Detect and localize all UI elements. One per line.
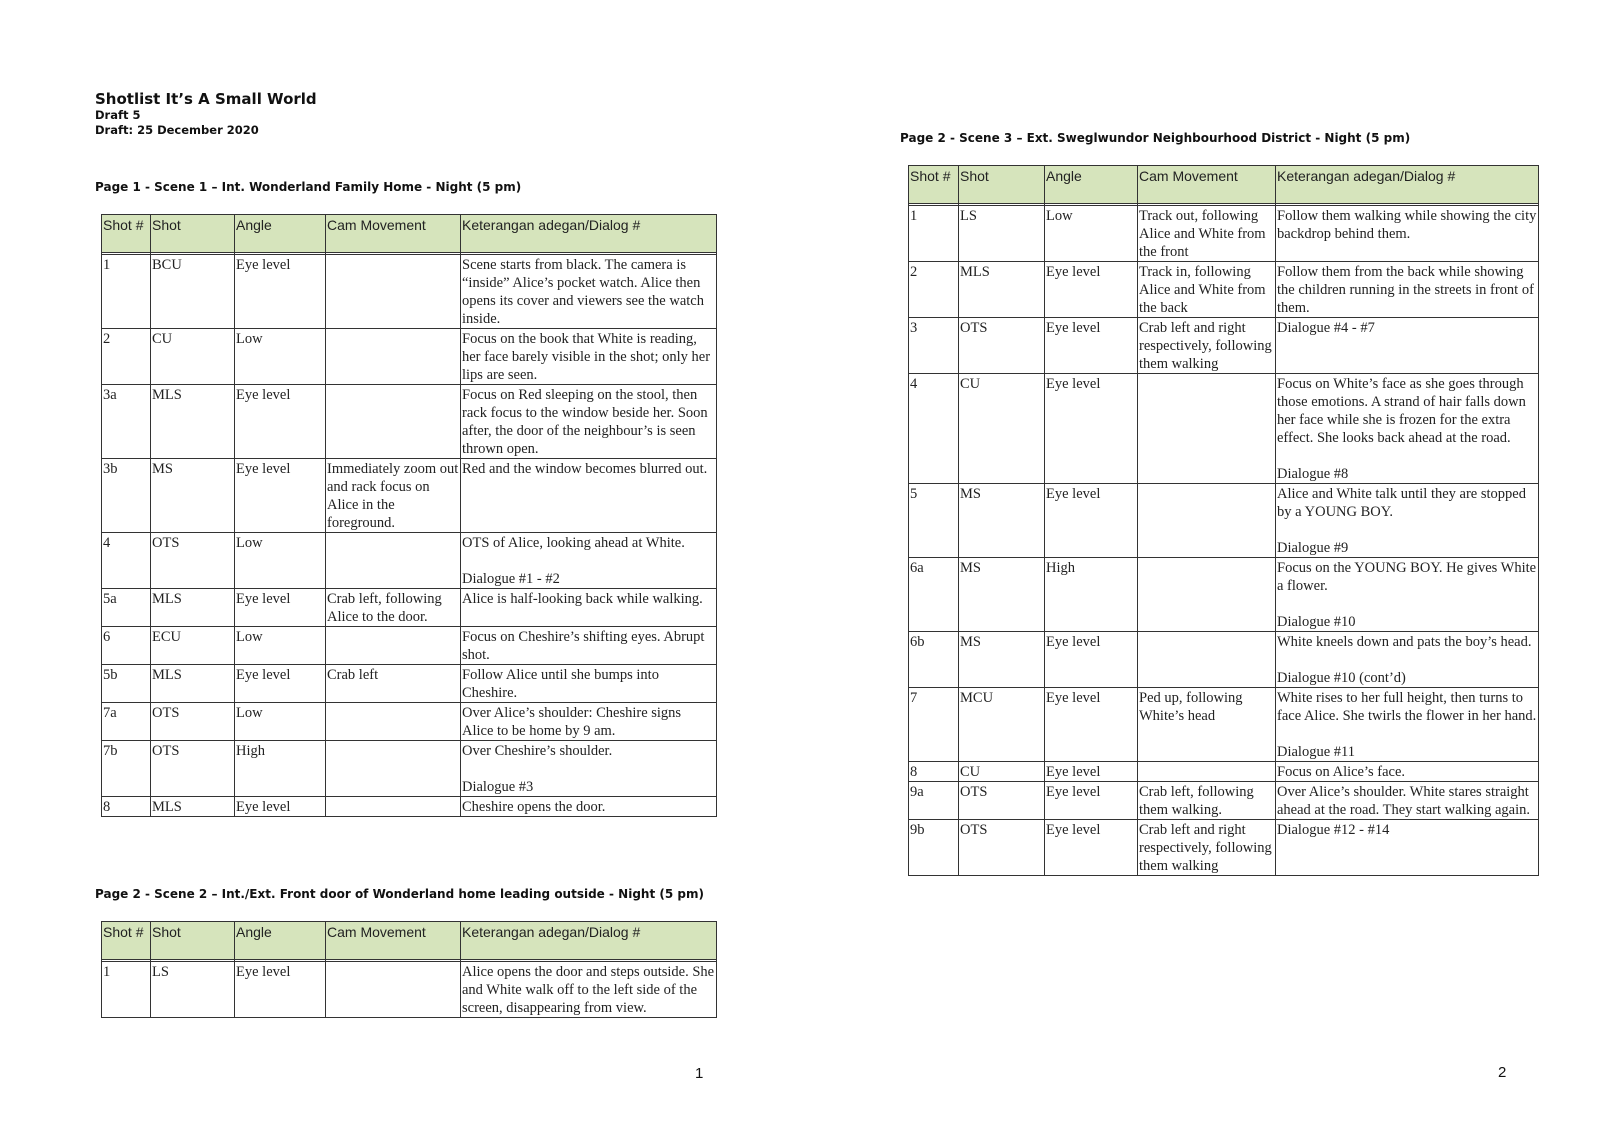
shot-type-cell: MLS [959, 262, 1045, 318]
angle-cell: Eye level [1045, 688, 1138, 762]
document-title: Shotlist It’s A Small World [95, 90, 317, 108]
shot-type-cell: MLS [151, 797, 235, 817]
angle-header: Angle [235, 215, 326, 253]
angle-cell: Eye level [1045, 374, 1138, 484]
description-cell: Focus on Cheshire’s shifting eyes. Abrupt shot. [461, 627, 717, 665]
table-row [102, 797, 717, 817]
table-row [909, 782, 1539, 820]
shot-number-cell: 6 [102, 627, 151, 665]
cam-movement-cell [326, 962, 461, 1018]
description-cell: Red and the window becomes blurred out. [461, 459, 717, 533]
angle-cell: Eye level [1045, 484, 1138, 558]
cam-movement-cell [326, 255, 461, 329]
description-cell: Focus on Red sleeping on the stool, then rack focus to the window beside her. Soon after, the door of the neighbour’s is seen thrown open. [461, 385, 717, 459]
table-row [102, 703, 717, 741]
table-row [909, 762, 1539, 782]
shot-number-cell: 9a [909, 782, 959, 820]
cam-movement-cell: Crab left and right respectively, following them walking [1138, 820, 1276, 876]
cam-movement-cell [1138, 374, 1276, 484]
description-cell: Follow them from the back while showing the children running in the streets in front of them. [1276, 262, 1539, 318]
shot-type-cell: MS [959, 484, 1045, 558]
table-row [102, 589, 717, 627]
cam-movement-header: Cam Movement [326, 215, 461, 253]
cam-movement-cell: Track in, following Alice and White from the back [1138, 262, 1276, 318]
angle-cell: High [1045, 558, 1138, 632]
draft-date: Draft: 25 December 2020 [95, 123, 259, 137]
shot-type-cell: MS [959, 558, 1045, 632]
cam-movement-cell: Ped up, following White’s head [1138, 688, 1276, 762]
scene-3-table [908, 165, 1539, 876]
table-row [909, 484, 1539, 558]
angle-cell: Eye level [235, 665, 326, 703]
shot-number-cell: 7a [102, 703, 151, 741]
description-cell: Dialogue #4 - #7 [1276, 318, 1539, 374]
header-row [102, 922, 717, 960]
description-cell: Alice opens the door and steps outside. She and White walk off to the left side of the screen, disappearing from view. [461, 962, 717, 1018]
shot-number-header: Shot # [909, 166, 959, 204]
description-cell: Focus on White’s face as she goes through those emotions. A strand of hair falls down her face while she is frozen for the extra effect. She looks back ahead at the road. Dialogue #8 [1276, 374, 1539, 484]
shot-number-cell: 1 [102, 962, 151, 1018]
shot-number-cell: 5b [102, 665, 151, 703]
shot-type-cell: MS [151, 459, 235, 533]
description-cell: Over Alice’s shoulder: Cheshire signs Alice to be home by 9 am. [461, 703, 717, 741]
shot-type-cell: CU [959, 762, 1045, 782]
cam-movement-cell [326, 797, 461, 817]
angle-cell: Eye level [235, 459, 326, 533]
description-cell: Dialogue #12 - #14 [1276, 820, 1539, 876]
description-cell: Focus on Alice’s face. [1276, 762, 1539, 782]
shot-number-cell: 1 [909, 206, 959, 262]
angle-cell: High [235, 741, 326, 797]
angle-cell: Eye level [1045, 262, 1138, 318]
shot-number-cell: 4 [102, 533, 151, 589]
table-row [909, 688, 1539, 762]
shot-type-cell: MLS [151, 665, 235, 703]
shot-number-cell: 6b [909, 632, 959, 688]
table-row [909, 820, 1539, 876]
angle-cell: Low [1045, 206, 1138, 262]
shot-type-cell: MLS [151, 589, 235, 627]
shot-header: Shot [959, 166, 1045, 204]
shot-number-cell: 7b [102, 741, 151, 797]
description-cell: Focus on the YOUNG BOY. He gives White a flower. Dialogue #10 [1276, 558, 1539, 632]
shot-number-cell: 2 [909, 262, 959, 318]
angle-cell: Low [235, 627, 326, 665]
shot-number-header: Shot # [102, 922, 151, 960]
scene-1-title: Page 1 - Scene 1 – Int. Wonderland Family Home - Night (5 pm) [95, 180, 522, 194]
table-row [102, 385, 717, 459]
shot-type-cell: LS [151, 962, 235, 1018]
cam-movement-cell [1138, 762, 1276, 782]
shot-number-header: Shot # [102, 215, 151, 253]
description-header: Keterangan adegan/Dialog # [461, 922, 717, 960]
description-cell: Cheshire opens the door. [461, 797, 717, 817]
table-row [102, 459, 717, 533]
description-cell: Focus on the book that White is reading, her face barely visible in the shot; only her lips are seen. [461, 329, 717, 385]
shot-type-cell: ECU [151, 627, 235, 665]
angle-cell: Eye level [235, 589, 326, 627]
angle-cell: Eye level [235, 385, 326, 459]
table-row [102, 329, 717, 385]
shot-type-cell: MCU [959, 688, 1045, 762]
cam-movement-cell [326, 627, 461, 665]
cam-movement-cell: Crab left [326, 665, 461, 703]
scene-1-table [101, 214, 717, 817]
table-row [102, 627, 717, 665]
angle-cell: Eye level [1045, 782, 1138, 820]
angle-cell: Eye level [235, 255, 326, 329]
shot-type-cell: LS [959, 206, 1045, 262]
angle-cell: Eye level [1045, 820, 1138, 876]
table-row [909, 318, 1539, 374]
page-number-1: 1 [695, 1065, 704, 1082]
cam-movement-cell [326, 703, 461, 741]
draft-label: Draft 5 [95, 108, 141, 122]
shot-number-cell: 8 [909, 762, 959, 782]
angle-cell: Eye level [1045, 632, 1138, 688]
header-row [909, 166, 1539, 204]
cam-movement-cell [326, 329, 461, 385]
table-row [102, 741, 717, 797]
cam-movement-cell [326, 533, 461, 589]
shot-header: Shot [151, 215, 235, 253]
description-cell: White rises to her full height, then turns to face Alice. She twirls the flower in her hand. Dialogue #11 [1276, 688, 1539, 762]
cam-movement-cell: Immediately zoom out and rack focus on Alice in the foreground. [326, 459, 461, 533]
table-row [102, 255, 717, 329]
description-cell: OTS of Alice, looking ahead at White. Dialogue #1 - #2 [461, 533, 717, 589]
angle-cell: Low [235, 703, 326, 741]
table-row [909, 206, 1539, 262]
table-row [909, 558, 1539, 632]
shot-number-cell: 5a [102, 589, 151, 627]
shot-number-cell: 9b [909, 820, 959, 876]
shot-type-cell: OTS [959, 820, 1045, 876]
description-cell: White kneels down and pats the boy’s head. Dialogue #10 (cont’d) [1276, 632, 1539, 688]
page-number-2: 2 [1498, 1064, 1507, 1081]
description-header: Keterangan adegan/Dialog # [1276, 166, 1539, 204]
scene-2-title: Page 2 - Scene 2 – Int./Ext. Front door of Wonderland home leading outside - Night (5 pm) [95, 887, 704, 901]
description-cell: Alice and White talk until they are stopped by a YOUNG BOY. Dialogue #9 [1276, 484, 1539, 558]
description-cell: Alice is half-looking back while walking. [461, 589, 717, 627]
angle-cell: Eye level [235, 797, 326, 817]
table-row [909, 374, 1539, 484]
shot-type-cell: MLS [151, 385, 235, 459]
shot-type-cell: CU [959, 374, 1045, 484]
shot-number-cell: 8 [102, 797, 151, 817]
shot-number-cell: 3a [102, 385, 151, 459]
cam-movement-cell [1138, 632, 1276, 688]
scene-3-title: Page 2 - Scene 3 – Ext. Sweglwundor Neighbourhood District - Night (5 pm) [900, 131, 1411, 145]
shot-type-cell: CU [151, 329, 235, 385]
scene-2-table [101, 921, 717, 1018]
description-cell: Scene starts from black. The camera is “inside” Alice’s pocket watch. Alice then opens its cover and viewers see the watch inside. [461, 255, 717, 329]
table-row [102, 665, 717, 703]
shot-number-cell: 5 [909, 484, 959, 558]
shot-number-cell: 1 [102, 255, 151, 329]
shot-number-cell: 3b [102, 459, 151, 533]
table-row [909, 262, 1539, 318]
shot-type-cell: OTS [151, 703, 235, 741]
cam-movement-cell: Crab left, following Alice to the door. [326, 589, 461, 627]
angle-header: Angle [1045, 166, 1138, 204]
description-cell: Over Cheshire’s shoulder. Dialogue #3 [461, 741, 717, 797]
document-header [95, 90, 317, 138]
description-cell: Over Alice’s shoulder. White stares straight ahead at the road. They start walking again. [1276, 782, 1539, 820]
shot-type-cell: OTS [151, 533, 235, 589]
angle-cell: Eye level [235, 962, 326, 1018]
shot-number-cell: 6a [909, 558, 959, 632]
shot-type-cell: BCU [151, 255, 235, 329]
shot-type-cell: OTS [151, 741, 235, 797]
angle-cell: Eye level [1045, 762, 1138, 782]
cam-movement-cell [1138, 558, 1276, 632]
cam-movement-cell: Crab left and right respectively, following them walking [1138, 318, 1276, 374]
shot-number-cell: 3 [909, 318, 959, 374]
angle-cell: Low [235, 533, 326, 589]
shot-number-cell: 4 [909, 374, 959, 484]
shot-type-cell: OTS [959, 782, 1045, 820]
angle-cell: Low [235, 329, 326, 385]
description-header: Keterangan adegan/Dialog # [461, 215, 717, 253]
angle-header: Angle [235, 922, 326, 960]
cam-movement-cell [326, 385, 461, 459]
shot-type-cell: MS [959, 632, 1045, 688]
cam-movement-cell: Crab left, following them walking. [1138, 782, 1276, 820]
cam-movement-cell: Track out, following Alice and White from the front [1138, 206, 1276, 262]
header-row [102, 215, 717, 253]
table-row [102, 533, 717, 589]
description-cell: Follow them walking while showing the city backdrop behind them. [1276, 206, 1539, 262]
table-row [102, 962, 717, 1018]
shot-type-cell: OTS [959, 318, 1045, 374]
cam-movement-header: Cam Movement [326, 922, 461, 960]
cam-movement-cell [1138, 484, 1276, 558]
shot-header: Shot [151, 922, 235, 960]
cam-movement-cell [326, 741, 461, 797]
cam-movement-header: Cam Movement [1138, 166, 1276, 204]
table-row [909, 632, 1539, 688]
angle-cell: Eye level [1045, 318, 1138, 374]
description-cell: Follow Alice until she bumps into Cheshire. [461, 665, 717, 703]
shot-number-cell: 7 [909, 688, 959, 762]
shot-number-cell: 2 [102, 329, 151, 385]
